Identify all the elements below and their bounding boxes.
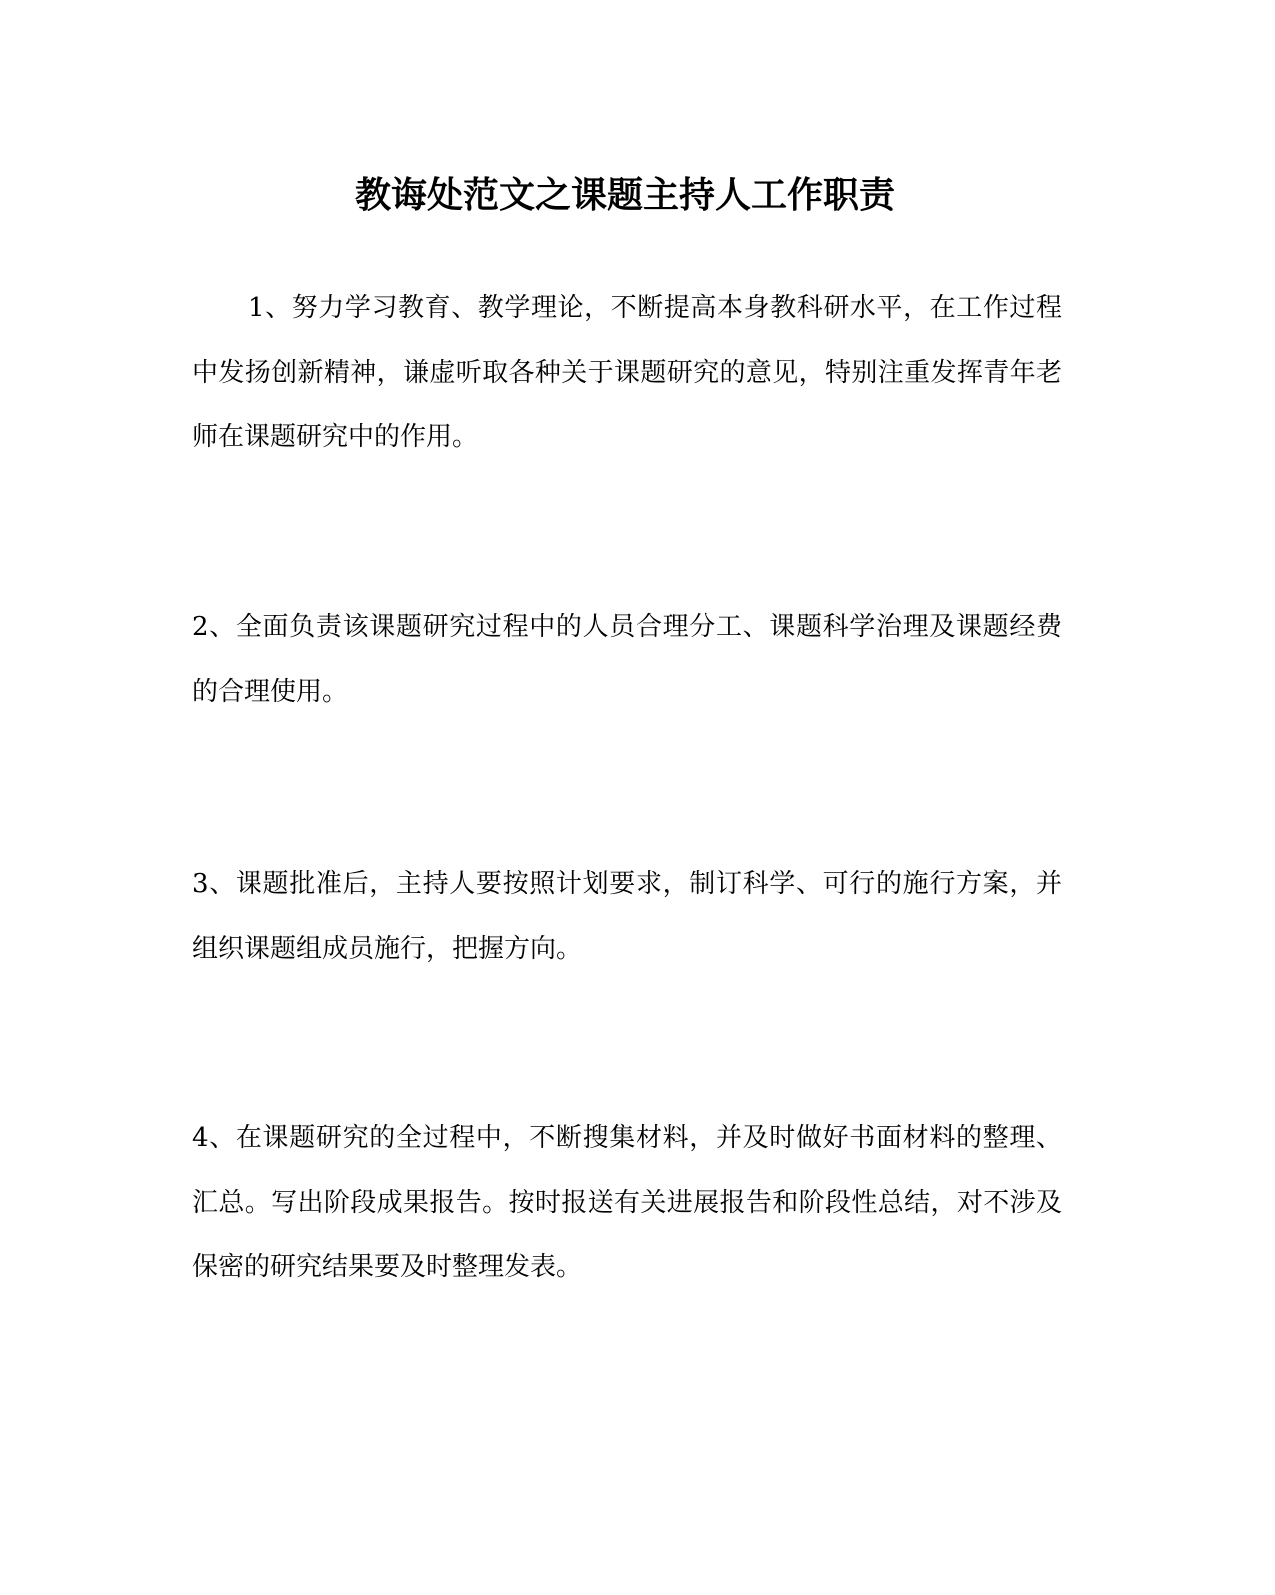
paragraph-2: 2、全面负责该课题研究过程中的人员合理分工、课题科学治理及课题经费的合理使用。	[192, 612, 1062, 707]
document-title: 教诲处范文之课题主持人工作职责	[354, 175, 895, 216]
paragraph-4: 4、在课题研究的全过程中，不断搜集材料，并及时做好书面材料的整理、汇总。写出阶段成果报告。按时报送有关进展报告和阶段性总结，对不涉及保密的研究结果要及时整理发表。	[192, 1123, 1062, 1282]
paragraph-3: 3、课题批准后，主持人要按照计划要求，制订科学、可行的施行方案，并组织课题组成员施行，把握方向。	[192, 869, 1062, 964]
paragraph-1: 1、努力学习教育、教学理论，不断提高本身教科研水平，在工作过程中发扬创新精神，谦虚听取各种关于课题研究的意见，特别注重发挥青年老师在课题研究中的作用。	[192, 293, 1062, 452]
